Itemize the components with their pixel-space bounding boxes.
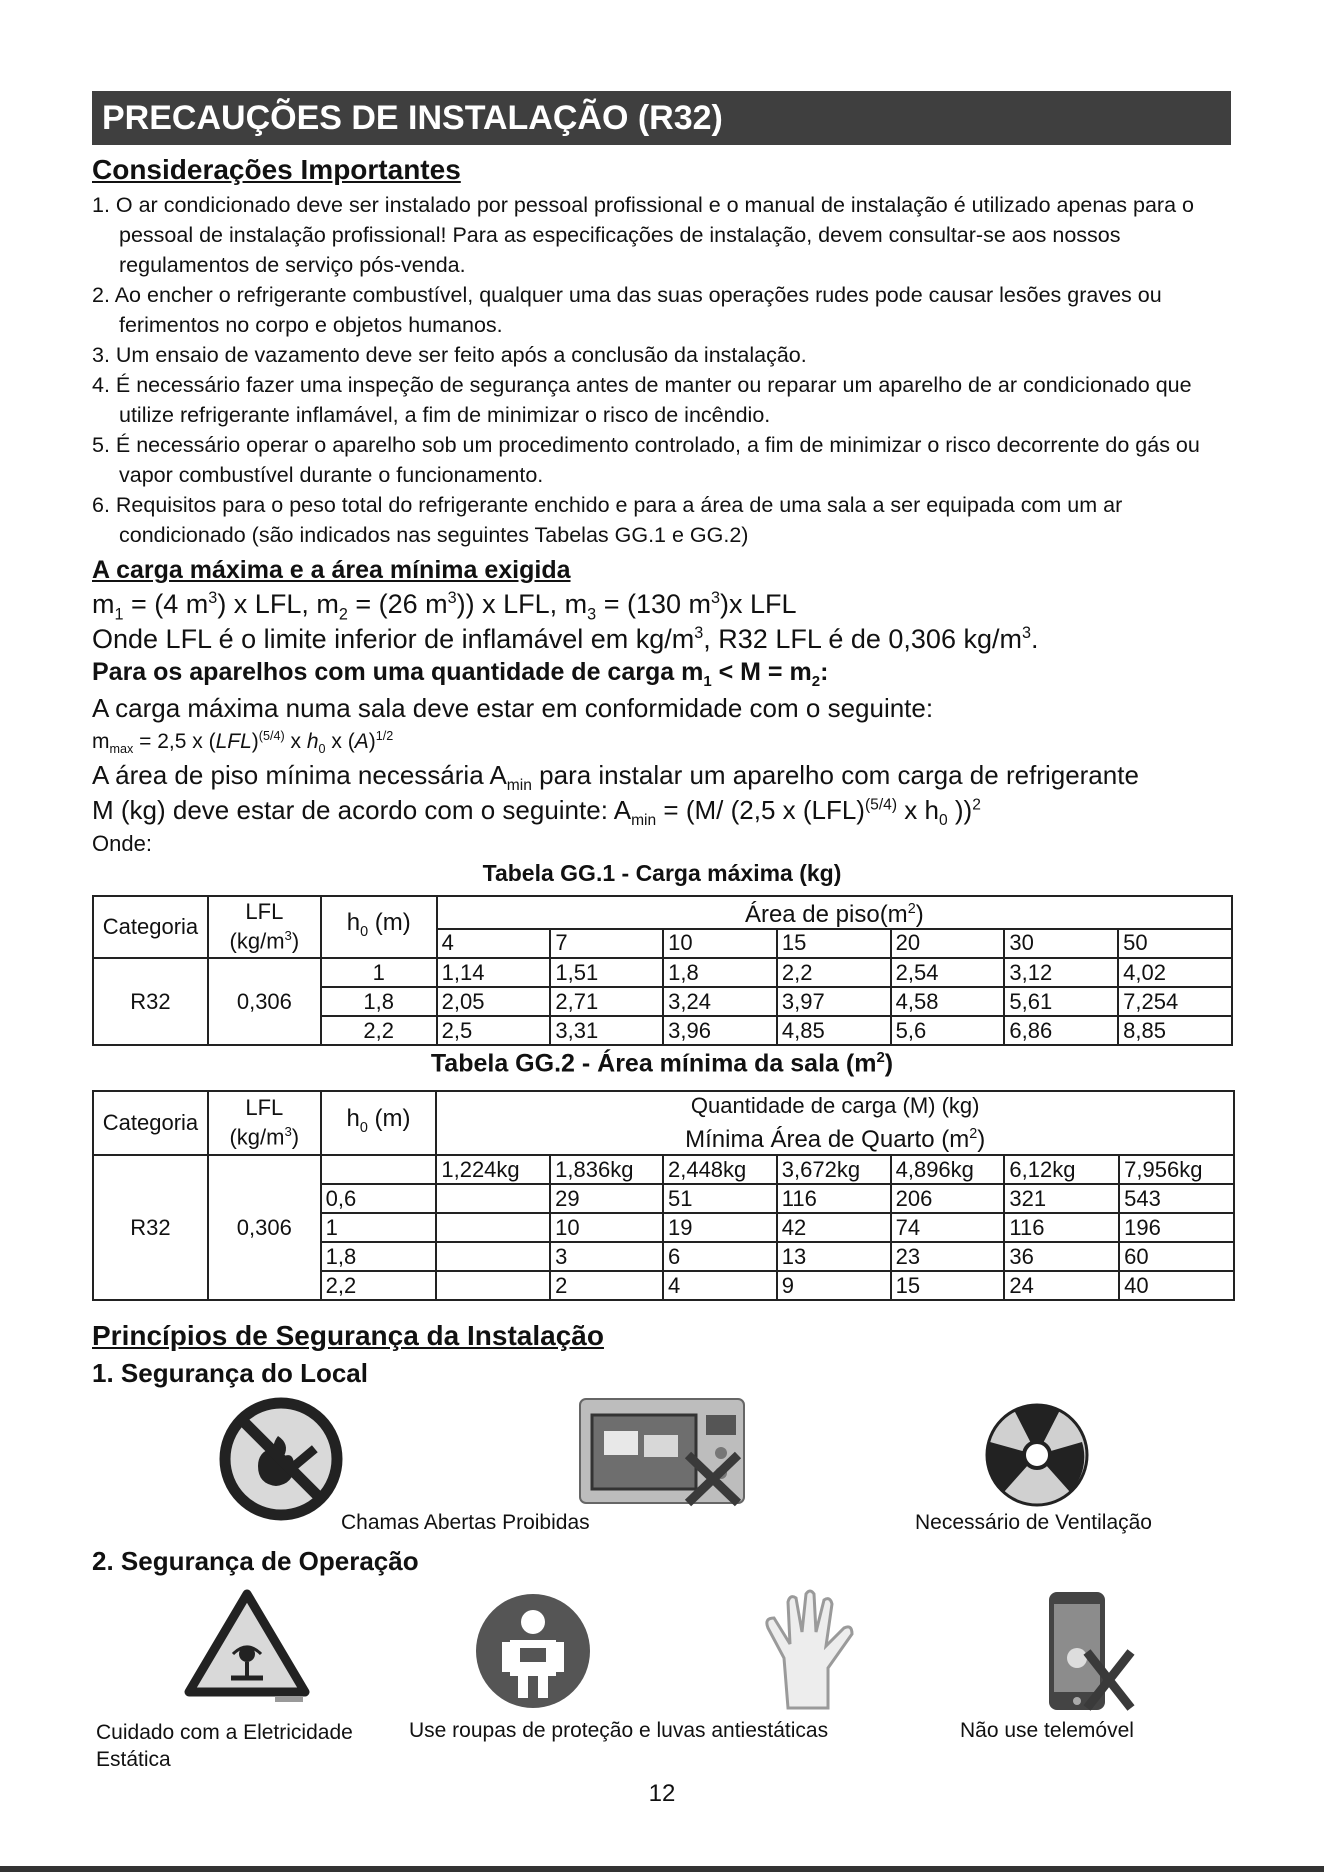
caption-no-flames: Chamas Abertas Proibidas <box>341 1511 590 1534</box>
section-banner: PRECAUÇÕES DE INSTALAÇÃO (R32) <box>92 91 1231 145</box>
value-cell: 206 <box>891 1184 1005 1213</box>
value-cell: 7,254 <box>1118 987 1232 1016</box>
list-item: 2. Ao encher o refrigerante combustível, qualquer uma das suas operações rudes pode causar lesões graves ou ferimentos no corpo e objetos humanos. <box>92 283 1162 337</box>
header-lfl: LFL $(kg/m^3)$ <box>208 896 321 958</box>
value-cell <box>436 1213 550 1242</box>
value-cell: 4,58 <box>891 987 1005 1016</box>
lfl-cell: 0,306 <box>208 958 321 1045</box>
considerations-heading: Considerações Importantes <box>92 154 461 185</box>
value-cell: 4,02 <box>1118 958 1232 987</box>
area-col-header: 50 <box>1118 929 1232 958</box>
header-lfl-label: LFL <box>245 1095 284 1121</box>
area-col-header: 4 <box>437 929 551 958</box>
value-cell: 60 <box>1119 1242 1234 1271</box>
table2-title-text: Tabela GG.2 - Área mínima da sala (m <box>430 1049 877 1078</box>
value-cell: 543 <box>1119 1184 1234 1213</box>
value-cell: 3 <box>550 1242 663 1271</box>
value-cell: 40 <box>1119 1271 1234 1300</box>
value-cell: 5,61 <box>1004 987 1118 1016</box>
header-min-area-label: Mínima Área de Quarto (m <box>685 1126 970 1153</box>
footer-rule <box>0 1866 1324 1872</box>
area-col-header: 10 <box>663 929 777 958</box>
formula-mmax: $m_{max} = 2,5$ x (LFL)$^{(5/4)}$ x $h_0$ x $(A)^{1/2}$ <box>92 729 394 757</box>
protective-clothing-icon <box>474 1592 592 1715</box>
h0-cell: 1 <box>321 958 437 987</box>
value-cell: 2,5 <box>437 1016 551 1045</box>
value-cell: 196 <box>1119 1213 1234 1242</box>
header-area: Área de $piso(m^2)$ <box>437 896 1232 929</box>
header-quantity-label: Quantidade de carga (M) (kg) <box>690 1093 980 1118</box>
caption-protective-clothing: Use roupas de proteção e luvas antiestáticas <box>409 1719 829 1742</box>
onde-label: Onde: <box>92 831 152 856</box>
value-cell: 23 <box>891 1242 1005 1271</box>
caption-no-phone: Não use telemóvel <box>960 1719 1134 1742</box>
page-number: 12 <box>648 1780 676 1807</box>
condition-text: Para os aparelhos com uma quantidade de carga m <box>92 658 704 686</box>
table-gg1 <box>92 895 1233 1046</box>
h0-cell: 1 <box>321 1213 437 1242</box>
value-cell: 4 <box>663 1271 777 1300</box>
charge-col-header: 1,836kg <box>550 1155 663 1184</box>
min-area-text-1: A área de piso mínima necessária A <box>92 760 507 790</box>
header-quantity: Quantidade de carga (M) (kg) Mínima Área de Quarto $(m^2)$ <box>436 1091 1234 1155</box>
category-cell: R32 <box>93 958 208 1045</box>
list-item: 4. É necessário fazer uma inspeção de segurança antes de manter ou reparar um aparelho de ar condicionado que utilize refrigerante inflamável, a fim de minimizar o risco de incêndio. <box>92 373 1192 427</box>
header-h0-label: h <box>346 908 361 936</box>
header-lfl-label: LFL <box>245 899 284 925</box>
caption-ventilation: Necessário de Ventilação <box>915 1511 1152 1534</box>
lfl-definition-text2: , R32 LFL é de 0,306 kg/m <box>703 624 1022 654</box>
header-categoria: Categoria <box>93 896 208 958</box>
value-cell: 3,96 <box>663 1016 777 1045</box>
value-cell: 51 <box>663 1184 777 1213</box>
charge-col-header: 3,672kg <box>777 1155 891 1184</box>
microwave-icon <box>578 1395 748 1512</box>
header-h0-unit: (m) <box>367 1104 411 1132</box>
local-safety-heading: 1. Segurança do Local <box>92 1358 368 1388</box>
h0-cell: 1,8 <box>321 1242 437 1271</box>
value-cell: 2,2 <box>777 958 891 987</box>
formula-m-values: $m_1 = (4$ $m^3$) x LFL, $m_2 = (26$ $m^3$)) x LFL, $m_3 = (130$ $m^3)x$ LFL <box>92 589 797 624</box>
lfl-definition: Onde LFL é o limite inferior de inflamável em $kg/m^3$, R32 LFL é de 0,306 $kg/m^3$. <box>92 624 1039 654</box>
list-item: 5. É necessário operar o aparelho sob um procedimento controlado, a fim de minimizar o risco decorrente do gás ou vapor combustível durante o funcionamento. <box>92 433 1200 487</box>
header-lfl-unit: (kg/m <box>229 928 285 954</box>
operation-safety-heading: 2. Segurança de Operação <box>92 1546 419 1576</box>
value-cell: 5,6 <box>891 1016 1005 1045</box>
h0-cell: 2,2 <box>321 1271 437 1300</box>
value-cell: 116 <box>1004 1213 1119 1242</box>
area-col-header: 15 <box>777 929 891 958</box>
lfl-definition-text: Onde LFL é o limite inferior de inflamável em kg/m <box>92 624 695 654</box>
value-cell: 1,8 <box>663 958 777 987</box>
value-cell: 42 <box>777 1213 891 1242</box>
caption-static-line2: Estática <box>96 1748 171 1771</box>
header-h0: $h_0$ (m) <box>321 896 437 958</box>
value-cell: 29 <box>550 1184 663 1213</box>
area-col-header: 7 <box>550 929 663 958</box>
h0-cell: 1,8 <box>321 987 437 1016</box>
min-area-text: A área de piso mínima necessária $A_{min}$ para instalar um aparelho com carga de refrigerante <box>92 760 1139 795</box>
header-categoria: Categoria <box>93 1091 208 1155</box>
value-cell: 2,05 <box>437 987 551 1016</box>
header-h0: $h_0$ (m) <box>321 1091 437 1155</box>
value-cell: 6,86 <box>1004 1016 1118 1045</box>
caption-static-electricity <box>96 1719 353 1773</box>
value-cell: 15 <box>891 1271 1005 1300</box>
value-cell: 8,85 <box>1118 1016 1232 1045</box>
list-item: 6. Requisitos para o peso total do refrigerante enchido e para a área de uma sala a ser equipada com um ar condicionado (são indicados nas seguintes Tabelas GG.1 e GG.2) <box>92 493 1123 547</box>
value-cell: 1,14 <box>437 958 551 987</box>
value-cell: 13 <box>777 1242 891 1271</box>
value-cell: 9 <box>777 1271 891 1300</box>
header-h0-unit: (m) <box>368 908 411 936</box>
value-cell: 2 <box>550 1271 663 1300</box>
list-item: 1. O ar condicionado deve ser instalado por pessoal profissional e o manual de instalação é utilizado apenas para o pessoal de instalação profissional! Para as especificações de instalação, devem consultar-se aos nossos regulamentos de serviço pós-venda. <box>92 193 1194 277</box>
table1-title: Tabela GG.1 - Carga máxima (kg) <box>482 860 842 886</box>
ventilation-fan-icon <box>984 1400 1090 1515</box>
charge-col-header: 2,448kg <box>663 1155 777 1184</box>
appliance-charge-condition: Para os aparelhos com uma quantidade de carga $m_1 < M = m_2$: <box>92 658 829 690</box>
value-cell: 24 <box>1004 1271 1119 1300</box>
category-cell: R32 <box>93 1155 208 1300</box>
value-cell: 19 <box>663 1213 777 1242</box>
value-cell: 1,51 <box>550 958 663 987</box>
value-cell: 3,97 <box>777 987 891 1016</box>
caption-static-line1: Cuidado com a Eletricidade <box>96 1721 353 1744</box>
max-charge-room-text: A carga máxima numa sala deve estar em conformidade com o seguinte: <box>92 693 934 723</box>
value-cell: 6 <box>663 1242 777 1271</box>
charge-col-header: 4,896kg <box>891 1155 1005 1184</box>
static-electricity-warning-icon <box>183 1588 311 1711</box>
h0-cell: 0,6 <box>321 1184 437 1213</box>
charge-col-header: 7,956kg <box>1119 1155 1234 1184</box>
value-cell: 10 <box>550 1213 663 1242</box>
value-cell: 74 <box>891 1213 1005 1242</box>
table2-title: Tabela GG.2 - Área mínima da sala $(m^2)$ <box>430 1049 894 1078</box>
table-gg2 <box>92 1090 1235 1301</box>
h0-cell-empty <box>321 1155 437 1184</box>
charge-col-header: 6,12kg <box>1004 1155 1119 1184</box>
considerations-list <box>92 190 1232 550</box>
list-item: 3. Um ensaio de vazamento deve ser feito após a conclusão da instalação. <box>92 343 807 367</box>
area-col-header: 30 <box>1004 929 1118 958</box>
principles-heading: Princípios de Segurança da Instalação <box>92 1320 604 1351</box>
header-h0-label: h <box>346 1104 360 1132</box>
header-area-label: Área de piso(m <box>744 901 908 929</box>
value-cell <box>436 1184 550 1213</box>
value-cell: 36 <box>1004 1242 1119 1271</box>
area-col-header: 20 <box>891 929 1005 958</box>
value-cell: 3,12 <box>1004 958 1118 987</box>
header-lfl-unit: (kg/m <box>229 1124 285 1150</box>
h0-cell: 2,2 <box>321 1016 437 1045</box>
no-open-flames-icon <box>218 1396 344 1527</box>
value-cell <box>436 1271 550 1300</box>
no-mobile-phone-icon <box>1043 1590 1137 1717</box>
charge-col-header: 1,224kg <box>436 1155 550 1184</box>
antistatic-gloves-icon <box>758 1588 868 1715</box>
table-row <box>93 958 1232 987</box>
value-cell: 116 <box>777 1184 891 1213</box>
header-lfl: LFL $(kg/m^3)$ <box>208 1091 321 1155</box>
value-cell: 2,71 <box>550 987 663 1016</box>
value-cell: 4,85 <box>777 1016 891 1045</box>
value-cell: 321 <box>1004 1184 1119 1213</box>
value-cell: 3,24 <box>663 987 777 1016</box>
value-cell <box>436 1242 550 1271</box>
lfl-cell: 0,306 <box>208 1155 321 1300</box>
value-cell: 3,31 <box>550 1016 663 1045</box>
min-area-text-2: para instalar um aparelho com carga de refrigerante <box>531 760 1139 790</box>
formula-amin-text: M (kg) deve estar de acordo com o seguinte: A <box>92 795 632 825</box>
value-cell: 2,54 <box>891 958 1005 987</box>
max-charge-heading: A carga máxima e a área mínima exigida <box>92 556 571 584</box>
formula-amin: M (kg) deve estar de acordo com o seguinte: $A_{min} = (M/$ (2,5 x (LFL)$^{(5/4)}$ x $h_0$ ))$^2$ <box>92 795 981 830</box>
